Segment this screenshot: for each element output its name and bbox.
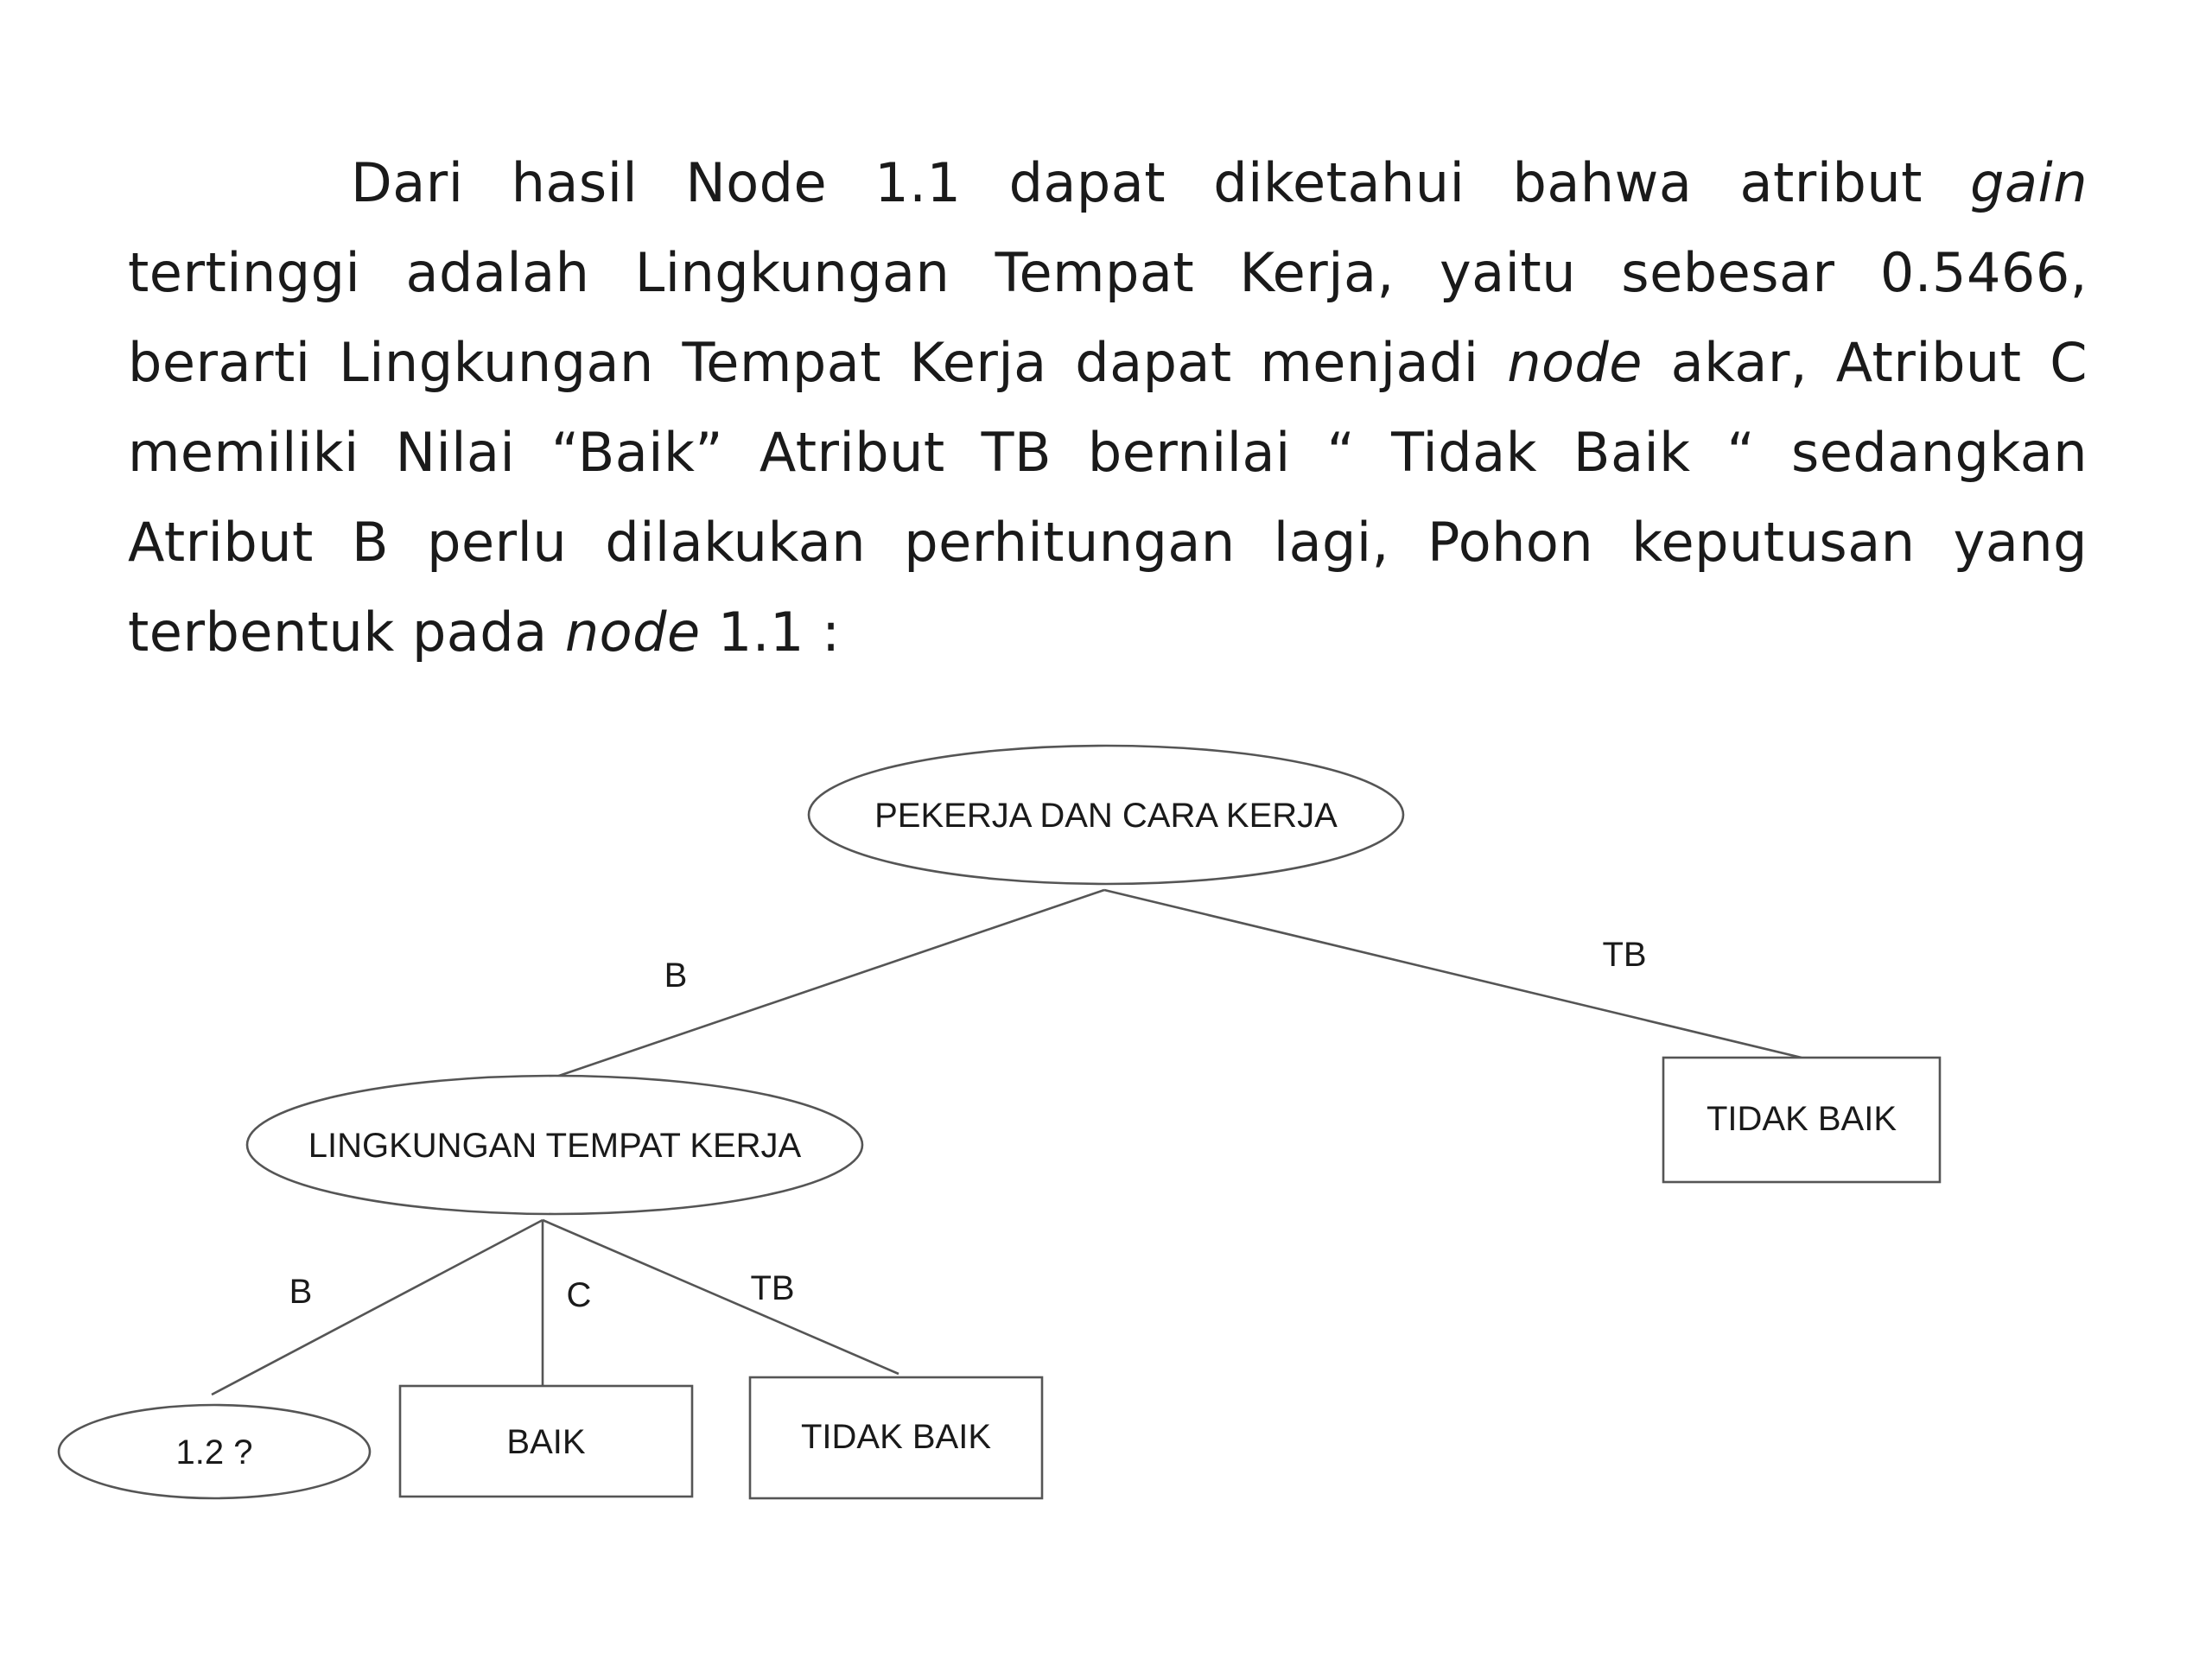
paragraph-text-2: tertinggi adalah Lingkungan Tempat Kerja, yaitu sebesar 0.5466, berarti Lingkungan Tempat Kerja dapat menjadi: [128, 241, 2088, 394]
paragraph-text-3: akar, Atribut C memiliki Nilai “Baik” Atribut TB bernilai “ Tidak Baik “ sedangkan Atribut B perlu dilakukan perhitungan lagi, Pohon keputusan yang terbentuk pada: [128, 331, 2088, 664]
leaf-baik-label: BAIK: [506, 1423, 586, 1461]
edge-label-c: C: [566, 1276, 592, 1314]
edge-label-b: B: [289, 1273, 313, 1311]
edge-label-root-tb: TB: [1602, 936, 1647, 974]
root-node-label: PEKERJA DAN CARA KERJA: [874, 797, 1338, 835]
paragraph-text-4: 1.1 :: [700, 601, 841, 664]
edge-label-tb: TB: [750, 1269, 795, 1307]
edge-root-to-tidak-baik: [1104, 890, 1802, 1058]
paragraph-text-1: Dari hasil Node 1.1 dapat diketahui bahwa atribut: [351, 151, 1971, 214]
leaf-tidak-baik-label: TIDAK BAIK: [800, 1418, 992, 1456]
paragraph-italic-gain: gain: [1970, 151, 2088, 214]
edge-label-root-b: B: [664, 957, 688, 995]
lingkungan-node-label: LINGKUNGAN TEMPAT KERJA: [308, 1127, 802, 1165]
edge-root-to-lingkungan: [551, 890, 1104, 1078]
tidak-baik-right-label: TIDAK BAIK: [1706, 1100, 1897, 1138]
leaf-1-2-label: 1.2 ?: [175, 1433, 253, 1471]
edge-lingkungan-to-1-2: [212, 1220, 543, 1395]
paragraph-italic-node-2: node: [564, 601, 701, 664]
paragraph-italic-node-1: node: [1507, 331, 1643, 394]
edge-lingkungan-to-tidak-baik: [543, 1220, 899, 1374]
